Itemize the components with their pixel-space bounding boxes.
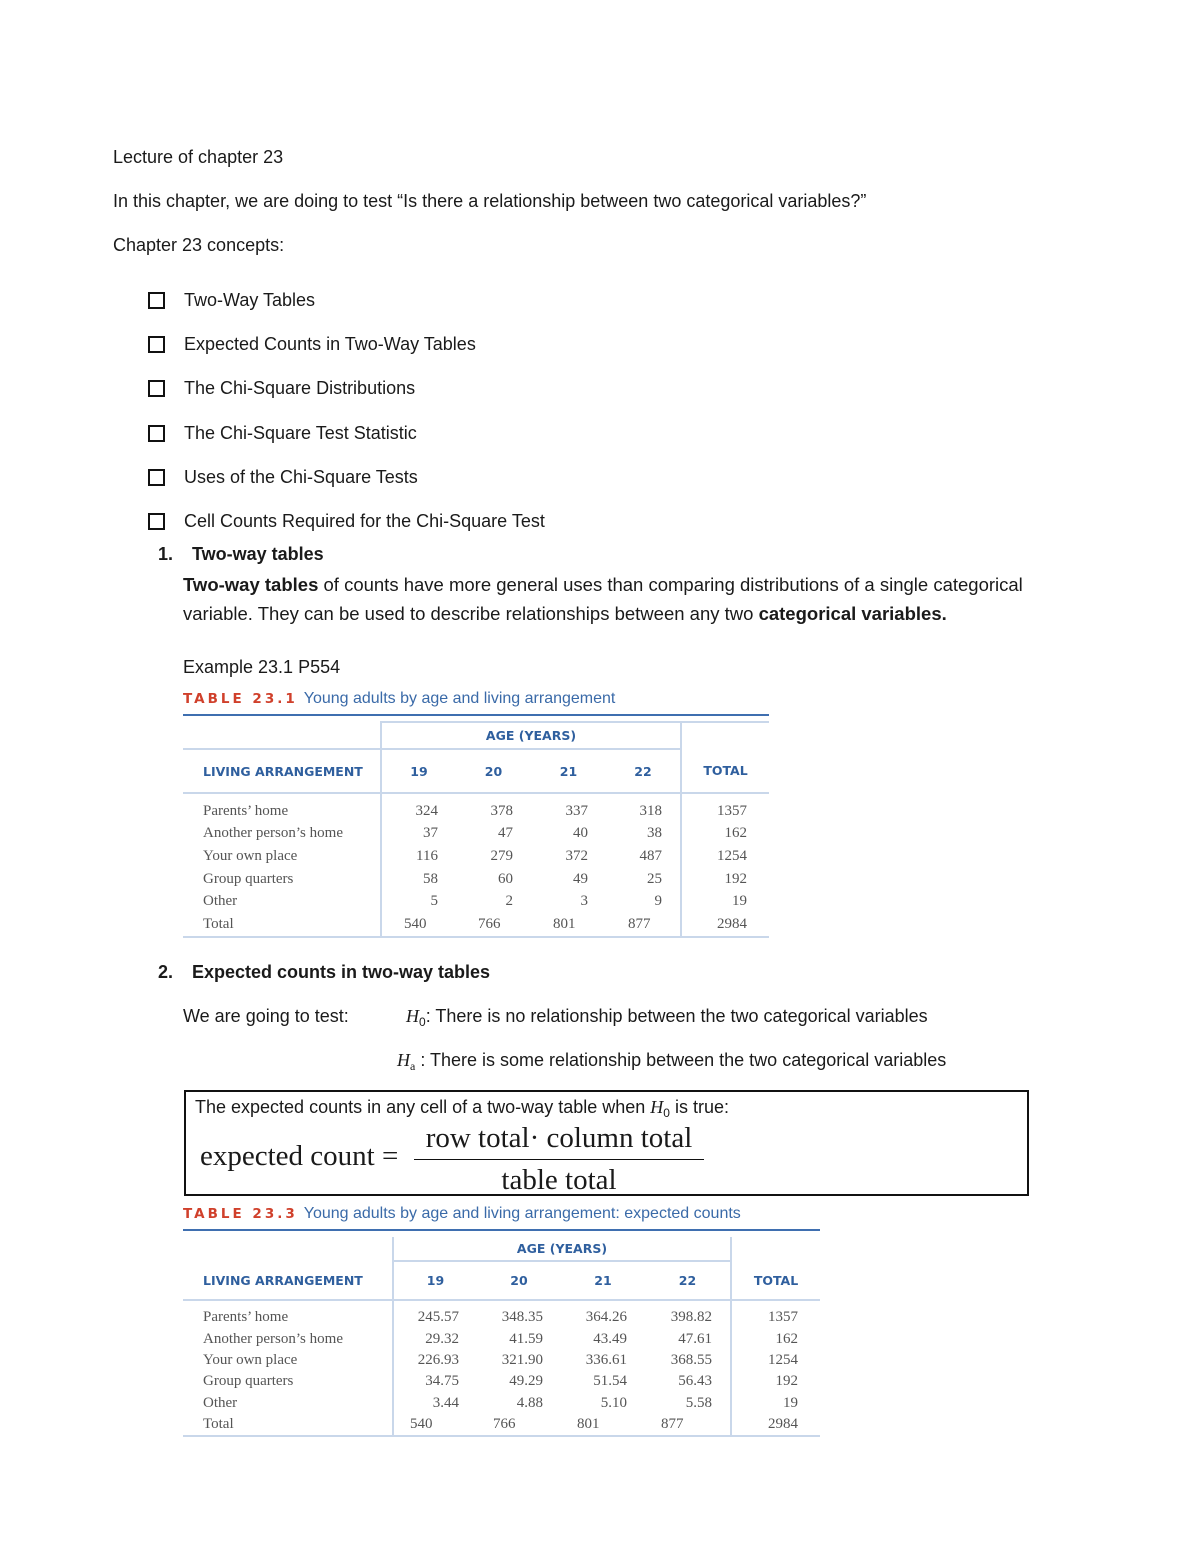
table-cell: 540 xyxy=(393,1414,477,1436)
table-cell: 38 xyxy=(647,825,662,842)
column-header: 21 xyxy=(594,1273,612,1288)
column-header: 20 xyxy=(510,1273,528,1288)
table-cell: 3 xyxy=(580,893,588,910)
table-cell: 4.88 xyxy=(516,1394,543,1411)
table-23-3 xyxy=(183,1201,820,1437)
table-cell: 766 xyxy=(493,1416,516,1433)
table-cell: 324 xyxy=(381,793,456,823)
table-cell: 372 xyxy=(565,847,588,864)
concepts-label: Chapter 23 concepts: xyxy=(113,235,285,255)
table-cell: 116 xyxy=(381,845,456,868)
test-label: We are going to test: xyxy=(183,1006,349,1026)
table-cell: 49.29 xyxy=(509,1373,543,1390)
table-cell: 60 xyxy=(498,870,513,887)
table-cell: 226.93 xyxy=(393,1350,477,1371)
total-cell: 1254 xyxy=(681,845,769,868)
total-cell: 19 xyxy=(681,890,769,913)
total-cell: 162 xyxy=(731,1328,820,1349)
row-label: Parents’ home xyxy=(203,802,289,819)
row-label: Another person’s home xyxy=(203,1330,343,1347)
checkbox-icon[interactable] xyxy=(148,292,165,309)
table-cell: 47 xyxy=(498,825,513,842)
table-row xyxy=(183,823,769,846)
row-label: Other xyxy=(203,1394,238,1411)
table-cell: 279 xyxy=(490,847,513,864)
table-cell: 5.10 xyxy=(600,1394,627,1411)
row-header: LIVING ARRANGEMENT xyxy=(203,1272,363,1288)
list-item: Uses of the Chi-Square Tests xyxy=(148,455,545,499)
table-cell: 364.26 xyxy=(585,1309,627,1326)
table-cell: 877 xyxy=(661,1416,684,1433)
section-2-number: 2. xyxy=(158,962,174,982)
table-row xyxy=(183,1371,820,1392)
table-cell: 336.61 xyxy=(585,1351,627,1368)
table-23-3-title: TABLE 23.3 Young adults by age and living arrangement: expected counts xyxy=(183,1205,741,1222)
table-row xyxy=(183,890,769,913)
total-cell: 192 xyxy=(681,868,769,891)
total-cell: 192 xyxy=(731,1371,820,1392)
row-label: Other xyxy=(203,893,238,910)
column-header: 21 xyxy=(559,763,578,779)
total-cell: 1254 xyxy=(731,1350,820,1371)
formula-denominator: table total xyxy=(501,1164,617,1196)
table-cell: 58 xyxy=(381,868,456,891)
table-cell: 5.58 xyxy=(685,1394,712,1411)
table-row xyxy=(183,1300,820,1328)
table-cell: 43.49 xyxy=(593,1330,627,1347)
table-cell: 368.55 xyxy=(670,1351,712,1368)
table-row xyxy=(183,845,769,868)
concepts-checklist xyxy=(148,278,545,544)
list-item: Cell Counts Required for the Chi-Square Test xyxy=(148,499,545,543)
table-cell: 34.75 xyxy=(393,1371,477,1392)
total-cell: 2984 xyxy=(731,1414,820,1436)
list-item: The Chi-Square Test Statistic xyxy=(148,411,545,455)
row-label: Your own place xyxy=(203,847,298,864)
table-cell: 337 xyxy=(565,802,588,819)
table-cell: 25 xyxy=(647,870,662,887)
table-cell: 41.59 xyxy=(509,1330,543,1347)
table-cell: 37 xyxy=(381,823,456,846)
table-cell: 766 xyxy=(478,915,501,932)
column-header: 22 xyxy=(634,763,652,779)
row-label: Total xyxy=(203,915,234,932)
table-cell: 49 xyxy=(573,870,588,887)
section-2-title: Expected counts in two-way tables xyxy=(192,962,491,982)
table-cell: 877 xyxy=(628,915,651,932)
list-item: Expected Counts in Two-Way Tables xyxy=(148,322,545,366)
table-cell: 378 xyxy=(490,802,513,819)
formula-caption: The expected counts in any cell of a two-way table when $H_0$ is true: xyxy=(195,1097,729,1120)
table-row xyxy=(183,1350,820,1371)
table-row xyxy=(183,868,769,891)
age-group-header: AGE (YEARS) xyxy=(381,722,681,749)
table-cell: 318 xyxy=(639,802,662,819)
table-cell: 540 xyxy=(381,913,456,937)
table-cell: 801 xyxy=(553,915,576,932)
total-cell: 19 xyxy=(731,1393,820,1414)
table-cell: 245.57 xyxy=(393,1300,477,1328)
checkbox-icon[interactable] xyxy=(148,513,165,530)
column-header: 19 xyxy=(393,1261,477,1300)
table-cell: 29.32 xyxy=(393,1328,477,1349)
table-cell: 801 xyxy=(577,1416,600,1433)
table-cell: 40 xyxy=(573,825,588,842)
example-label: Example 23.1 P554 xyxy=(183,657,341,677)
row-label: Total xyxy=(203,1416,234,1433)
table-cell: 5 xyxy=(381,890,456,913)
checkbox-icon[interactable] xyxy=(148,336,165,353)
row-label: Parents’ home xyxy=(203,1309,289,1326)
table-row xyxy=(183,913,769,937)
alternative-hypothesis: $H_a$ : There is some relationship between the two categorical variables xyxy=(397,1050,947,1073)
section-1-number: 1. xyxy=(158,544,174,564)
table-cell: 487 xyxy=(639,847,662,864)
checkbox-icon[interactable] xyxy=(148,469,165,486)
total-cell: 1357 xyxy=(731,1300,820,1328)
total-header: TOTAL xyxy=(731,1261,820,1300)
intro-text: In this chapter, we are doing to test “Is there a relationship between two categorical variables?” xyxy=(113,191,867,211)
total-cell: 162 xyxy=(681,823,769,846)
formula-lhs: expected count = xyxy=(200,1140,399,1172)
age-group-header: AGE (YEARS) xyxy=(393,1237,731,1261)
table-23-1 xyxy=(183,686,769,938)
table-cell: 348.35 xyxy=(501,1309,543,1326)
table-cell: 2 xyxy=(505,893,513,910)
total-header: TOTAL xyxy=(681,749,769,793)
row-header: LIVING ARRANGEMENT xyxy=(183,749,381,793)
table-row xyxy=(183,1414,820,1436)
table-row xyxy=(183,1393,820,1414)
table-cell: 321.90 xyxy=(501,1351,543,1368)
list-item: Two-Way Tables xyxy=(148,278,545,322)
total-cell: 2984 xyxy=(681,913,769,937)
row-label: Group quarters xyxy=(203,870,294,887)
table-cell: 56.43 xyxy=(678,1373,712,1390)
formula-numerator: row total· column total xyxy=(425,1122,693,1154)
row-label: Your own place xyxy=(203,1351,298,1368)
section-1-paragraph: Two-way tables of counts have more general uses than comparing distributions of a single categorical variable. They can be used to describe relationships between any two categorical variables. xyxy=(183,574,1023,624)
column-header: 20 xyxy=(484,763,503,779)
table-cell: 47.61 xyxy=(678,1330,712,1347)
table-cell: 51.54 xyxy=(593,1373,627,1390)
expected-count-formula-box xyxy=(184,1090,1029,1196)
table-row xyxy=(183,793,769,823)
table-cell: 3.44 xyxy=(393,1393,477,1414)
row-label: Another person’s home xyxy=(203,825,343,842)
section-1-title: Two-way tables xyxy=(192,544,324,564)
column-header: 19 xyxy=(381,749,456,793)
null-hypothesis: $H_0$: There is no relationship between the two categorical variables xyxy=(406,1006,928,1029)
table-cell: 9 xyxy=(654,893,662,910)
table-cell: 398.82 xyxy=(670,1309,712,1326)
table-23-1-title: TABLE 23.1 Young adults by age and living arrangement xyxy=(183,690,616,707)
row-label: Group quarters xyxy=(203,1373,294,1390)
table-row xyxy=(183,1328,820,1349)
list-item: The Chi-Square Distributions xyxy=(148,367,545,411)
checkbox-icon[interactable] xyxy=(148,380,165,397)
checkbox-icon[interactable] xyxy=(148,425,165,442)
fraction-bar xyxy=(414,1159,704,1160)
page-title: Lecture of chapter 23 xyxy=(113,147,284,167)
column-header: 22 xyxy=(678,1273,697,1288)
total-cell: 1357 xyxy=(681,793,769,823)
